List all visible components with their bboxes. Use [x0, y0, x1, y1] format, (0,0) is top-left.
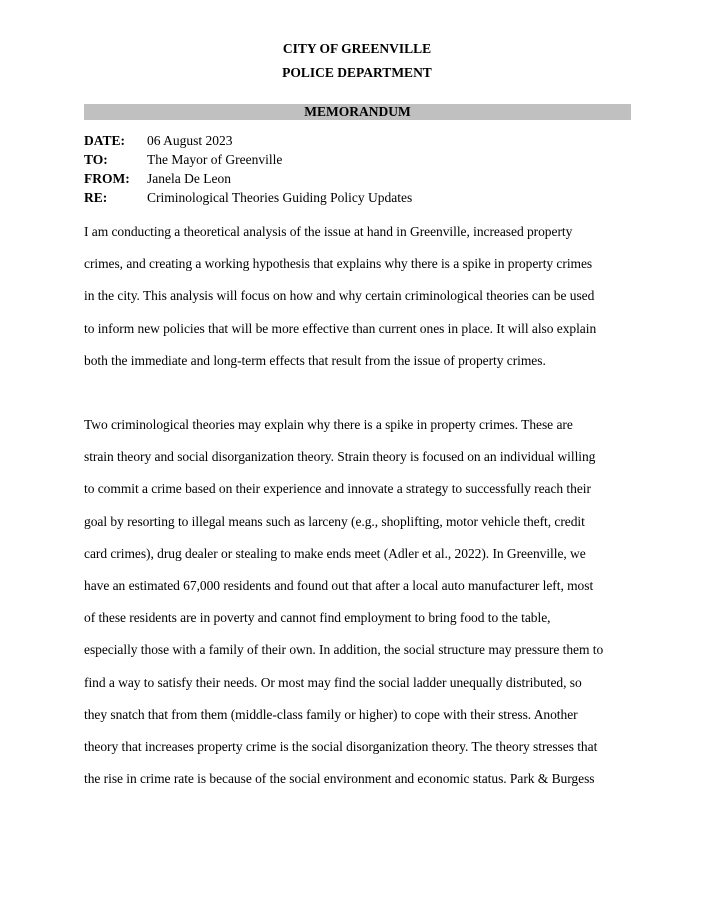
paragraph-line: especially those with a family of their own. In addition, the social structure may pressure them to [84, 642, 604, 658]
memo-date-label: DATE: [84, 133, 126, 148]
paragraph-line: card crimes), drug dealer or stealing to make ends meet (Adler et al., 2022). In Greenville, we [84, 545, 586, 561]
body-paragraph-theories [84, 409, 636, 795]
memo-meta-block [84, 131, 631, 207]
paragraph-line: the rise in crime rate is because of the social environment and economic status. Park & Burgess [84, 771, 595, 787]
memo-date-value: 06 August 2023 [147, 133, 233, 148]
department-name-heading: POLICE DEPARTMENT [282, 65, 432, 80]
memo-from-row [84, 169, 631, 188]
paragraph-line: have an estimated 67,000 residents and found out that after a local auto manufacturer left, most [84, 578, 594, 594]
paragraph-line: Two criminological theories may explain why there is a spike in property crimes. These are [84, 417, 573, 432]
memo-to-row [84, 150, 631, 169]
paragraph-line: theory that increases property crime is the social disorganization theory. The theory stresses that [84, 739, 598, 755]
paragraph-line: in the city. This analysis will focus on how and why certain criminological theories can be used [84, 288, 595, 304]
paragraph-line: both the immediate and long-term effects that result from the issue of property crimes. [84, 352, 546, 368]
memo-from-value: Janela De Leon [147, 171, 231, 186]
paragraph-line: I am conducting a theoretical analysis of the issue at hand in Greenville, increased property [84, 224, 573, 239]
memo-re-value: Criminological Theories Guiding Policy Updates [147, 190, 413, 205]
paragraph-line: crimes, and creating a working hypothesis that explains why there is a spike in property crimes [84, 256, 593, 272]
memo-re-row [84, 188, 631, 207]
body-paragraph-intro [84, 216, 636, 377]
memorandum-title-bar: MEMORANDUM [84, 104, 631, 120]
memo-from-label: FROM: [84, 171, 130, 186]
memo-date-row [84, 131, 631, 150]
department-city-heading: CITY OF GREENVILLE [282, 41, 432, 56]
paragraph-line: to commit a crime based on their experience and innovate a strategy to successfully reach their [84, 481, 591, 497]
paragraph-line: of these residents are in poverty and cannot find employment to bring food to the table, [84, 610, 551, 626]
paragraph-line: they snatch that from them (middle-class family or higher) to cope with their stress. Another [84, 706, 578, 722]
paragraph-line: goal by resorting to illegal means such as larceny (e.g., shoplifting, motor vehicle theft, credit [84, 513, 585, 529]
paragraph-line: strain theory and social disorganization theory. Strain theory is focused on an individual willing [84, 449, 596, 465]
paragraph-line: to inform new policies that will be more effective than current ones in place. It will also explain [84, 320, 597, 336]
paragraph-line: find a way to satisfy their needs. Or most may find the social ladder unequally distributed, so [84, 674, 582, 690]
memo-to-label: TO: [84, 152, 108, 167]
memo-to-value: The Mayor of Greenville [147, 152, 283, 167]
memo-re-label: RE: [84, 190, 108, 205]
